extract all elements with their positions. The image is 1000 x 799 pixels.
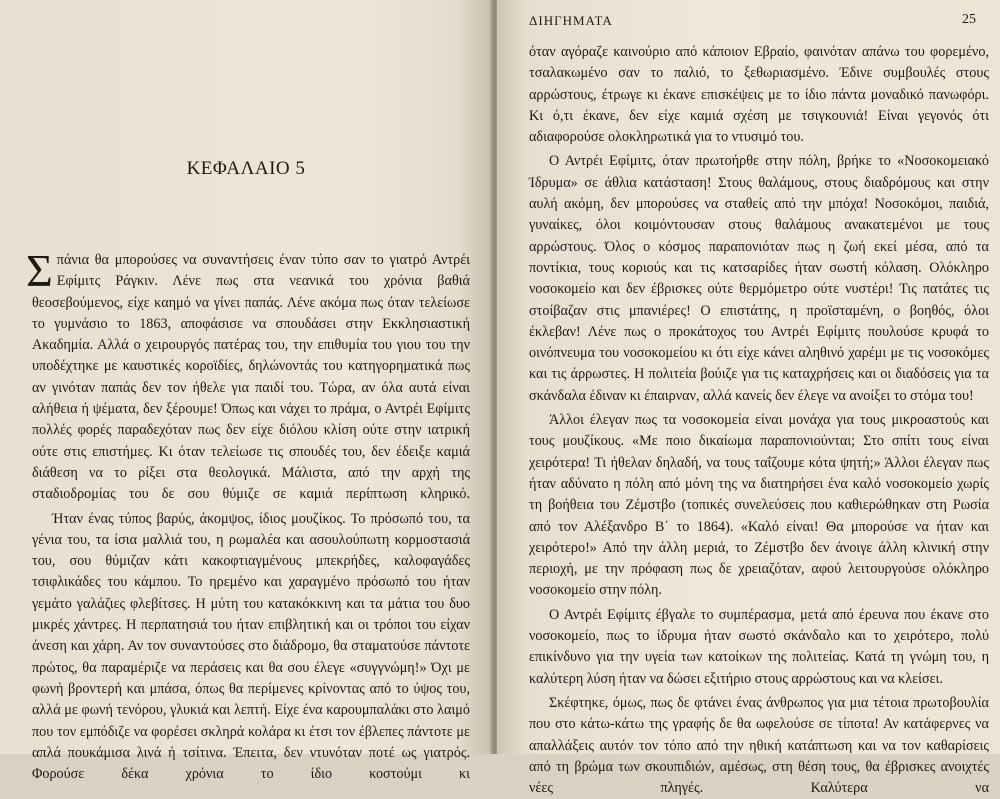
left-page-body (26, 245, 470, 785)
running-head: ΔΙΗΓΗΜΑΤΑ (529, 13, 613, 28)
paragraph: Ήταν ένας τύπος βαρύς, άκομψος, ίδιος μουζίκος. Το πρόσωπό του, τα γένια του, τα ίσια μαλλιά του, η ρωμαλέα και ασουλούπωτη κορμοστασιά του, σου θύμιζαν κάτι κακοφτιαγμένους μπεκρήδες, καλοφαγάδες τσιφλικάδες του κάμπου. Το ηρεμένο και χαραγμένο πρόσωπό του ήταν γεμάτο γαλάζιες φλεβίτσες. Η μύτη του κατακόκκινη και τα μάτια του δυο μικρές χάντρες. Η περπατησιά του ήταν επιβλητική και οι τρόποι του είχαν άνεση και χάρη. Αν τον συναντούσες στο διάδρομο, θα σταματούσε πάντοτε πρώτος, θα παραμέριζε να περάσεις και θα σου έλεγε «συγγνώμη!» Όχι με φωνή βροντερή και μπάσα, όπως θα περίμενες κρίνοντας από το ύψος του, αλλά με φωνή τενόρου, γλυκιά και λεπτή. Είχε ένα καρουμπαλάκι στο λαιμό που τον εμπόδιζε να φορέσει σκληρά κολάρα κι έτσι τον έβλεπες πάντοτε με απλά πουκάμισα λινά ή τσίτινα. Έπειτα, δεν ντυνόταν ποτέ ως γιατρός. Φορούσε δέκα χρόνια το ίδιο κοστούμι κι (32, 510, 470, 783)
paragraph (26, 245, 470, 506)
paragraph: Ο Αντρέι Εφίμιτς έβγαλε το συμπέρασμα, μετά από έρευνα που έκανε στο νοσοκομείο, πως το ίδρυμα ήταν σωστό σκάνδαλο και το χειρότερο, πολύ επικίνδυνο για την υγεία των κατοίκων της πολιτείας. Κατά τη γνώμη του, η καλύτερη λύση ήταν να δώσει εξιτήριο στους αρρώστους και να κλείσει. (529, 606, 989, 687)
paragraph: όταν αγόραζε καινούριο από κάποιον Εβραίο, φαινόταν απάνω του φορεμένο, τσαλακωμένο σαν το παλιό, το ξεθωριασμένο. Έδινε συμβουλές στους αρρώστους, έτρωγε κι έκανε επισκέψεις με το ίδιο πάντα μοναδικό πανωφόρι. Κι ό,τι έκανε, δεν είχε καμιά σχέση με τσιγκουνιά! Είναι γεγονός ότι αδιαφορούσε ολοκληρωτικά για το ντυσιμό του. (529, 44, 989, 146)
paragraph: Ο Αντρέι Εφίμιτς, όταν πρωτοήρθε στην πόλη, βρήκε το «Νοσοκομειακό Ίδρυμα» σε άθλια κατάσταση! Στους θαλάμους, στους διαδρόμους και στην αυλή ακόμη, δεν μπορούσες να σταθείς από την μπόχα! Νοσοκόμοι, παιδιά, γυναίκες, όλοι κοιμόντουσαν στους θαλάμους ανακατεμένοι με τους αρρώστους. Όλος ο κόσμος παραπονιόταν πως η ζωή εκεί μέσα, από τα ποντίκια, τους κοριούς και τις κατσαρίδες ήταν σωστή κόλαση. Ολόκληρο νοσοκομείο και δεν έβρισκες ούτε θερμόμετρο ούτε νυστέρι! Τις πατάτες τις στοίβαζαν στις μπανιέρες! Ο επιστάτης, η προϊσταμένη, ο βοηθός, όλοι έκλεβαν! Λένε πως ο προκάτοχος του Αντρέι Εφίμιτς πουλούσε κρυφά το οινόπνευμα του νοσοκομείου κι ότι είχε κάνει αληθινό χαρέμι με τις νοσοκόμες και τις άρρωστες. Η πολιτεία βούιζε για τις καταχρήσεις και οι διαδόσεις για τα σκάνδαλα έδιναν κι έπαιρναν, αλλά κανείς δεν έλεγε να ανοίξει το στόμα του! (529, 153, 989, 404)
left-page (0, 0, 492, 783)
right-page-body (529, 42, 989, 799)
page-number: 25 (962, 12, 976, 27)
chapter-title: ΚΕΦΑΛΑΙΟ 5 (186, 158, 306, 179)
paragraph-text: πάνια θα μπορούσες να συναντήσεις έναν τύπο σαν το γιατρό Αντρέι Εφίμιτς Ράγκιν. Λένε πως στα νεανικά του χρόνια βαθιά θεοσεβούμενος, είχε καημό να γίνει παπάς. Λένε ακόμα πως όταν τελείωσε το γυμνάσιο το 1863, αποφάσισε να σπουδάσει στην Εκκλησιαστική Ακαδημία. Αλλά ο χειρουργός πατέρας του, την επιθυμία του γιου του την υποδέχτηκε με καυστικές κοροϊδίες, δηλώνοντάς του κατηγορηματικά πως αν γινόταν παπάς δεν τον ήθελε για παιδί του. Τώρα, αν όλα αυτά είναι αλήθεια ή ψέματα, δεν ξέρουμε! Όπως και νάχει το πράμα, ο Αντρέι Εφίμιτς πολλές φορές παραδεχόταν πως δεν είχε διόλου κλίση ούτε στην ιατρική ούτε στις επιστήμες. Κι όταν τελείωσε τις σπουδές του, δεν έδειξε καμιά διάθεση να το ρίξει στα θεολογικά. Μάλιστα, από την αρχή της σταδιοδρομίας του δε σου θύμιζε σε καμιά περίπτωση κληρικό. (32, 252, 470, 503)
right-page (497, 0, 1000, 797)
drop-cap: Σ (26, 245, 53, 296)
paragraph: Άλλοι έλεγαν πως τα νοσοκομεία είναι μονάχα για τους μικροαστούς και τους μουζίκους. «Με ποιο δικαίωμα παραπονιούνται; Στο σπίτι τους είναι χειρότερα! Τι ήθελαν δηλαδή, να τους ταΐζουμε κότα ψητή;» Άλλοι έλεγαν πως ήταν αδύνατο η πόλη από μόνη της να διατηρήσει ένα καλό νοσοκομείο χωρίς τη βοήθεια του Ζέμστβο (τοπικές συνελεύσεις που καθιερώθηκαν στη Ρωσία από τον Αλέξανδρο Β΄ το 1864). «Καλό είναι! Θα μπορούσε να ήταν και χειρότερο!» Από την άλλη μεριά, το Ζέμστβο δεν άνοιγε άλλη κλινική στην περιοχή, με την πρόφαση πως δε χρειαζόταν, αφού λειτουργούσε ολόκληρο νοσοκομείο στην πόλη. (529, 412, 989, 599)
paragraph: Σκέφτηκε, όμως, πως δε φτάνει ένας άνθρωπος για μια τέτοια πρωτοβουλία που στο κάτω-κάτω της γραφής δε θα ωφελούσε σε τίποτα! Αν κατάφερνες να απαλλάξεις αυτόν τον τόπο από την ηθική κατάπτωση και να τον καθαρίσεις από τη βρώμα των σκουπιδιών, αμέσως, στη θέση τους, θα έβρισκες ανοιχτές νέες πληγές. Καλύτερα να (529, 694, 989, 797)
